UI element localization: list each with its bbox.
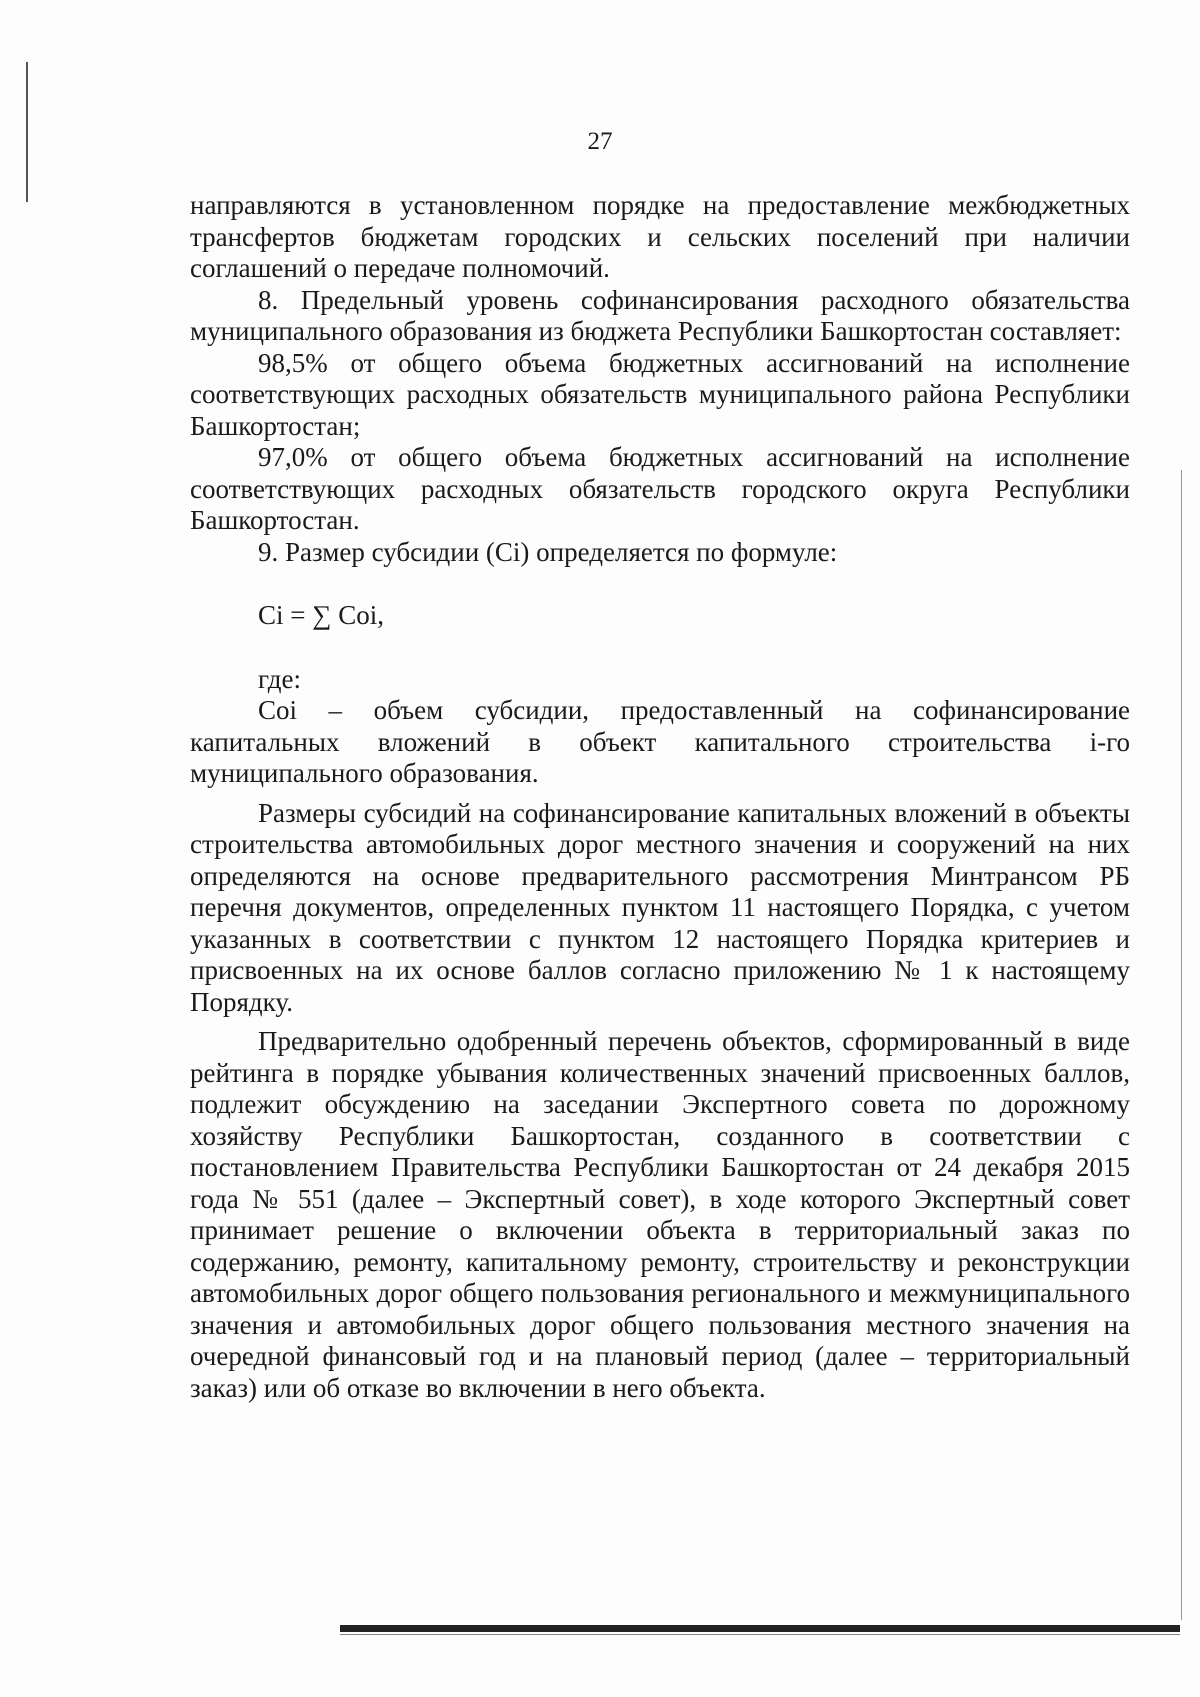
formula-variable-symbol: Соi xyxy=(258,695,298,725)
formula-variable-definition xyxy=(190,695,1130,790)
paragraph-approved-list: Предварительно одобренный перечень объектов, сформированный в виде рейтинга в порядке убывания количественных значений присвоенных баллов, подлежит обсуждению на заседании Экспертного совета по дорожному хозяйству Республики Башкортостан, созданного в соответствии с постановлением Правительства Республики Башкортостан от 24 декабря 2015 года № 551 (далее – Экспертный совет), в ходе которого Экспертный совет принимает решение о включении объекта в территориальный заказ по содержанию, ремонту, капитальному ремонту, строительству и реконструкции автомобильных дорог общего пользования регионального и межмуниципального значения и автомобильных дорог общего пользования местного значения на очередной финансовый год и на плановый период (далее – территориальный заказ) или об отказе во включении в него объекта. xyxy=(190,1026,1130,1403)
subsidy-formula: Сi = ∑ Соi, xyxy=(258,600,384,630)
formula-where-label: где: xyxy=(258,663,301,694)
paragraph-rate-city: 97,0% от общего объема бюджетных ассигнований на исполнение соответствующих расходных обязательств городского округа Республики Башкортостан. xyxy=(190,442,1130,535)
formula-variable-text: – объем субсидии, предоставленный на софинансирование капитальных вложений в объект капитального строительства i-го муниципального образования. xyxy=(190,695,1130,788)
scan-edge-bar-bottom xyxy=(340,1625,1180,1632)
paragraph-item-8: 8. Предельный уровень софинансирования расходного обязательства муниципального образования из бюджета Республики Башкортостан составляет: xyxy=(190,284,1130,346)
page-number: 27 xyxy=(587,128,613,155)
paragraph-continuation: направляются в установленном порядке на предоставление межбюджетных трансфертов бюджетам городских и сельских поселений при наличии соглашений о передаче полномочий. xyxy=(190,190,1130,283)
document-body xyxy=(190,190,1130,1404)
paragraph-subsidy-sizes: Размеры субсидий на софинансирование капитальных вложений в объекты строительства автомобильных дорог местного значения и сооружений на них определяются на основе предварительного рассмотрения Минтрансом РБ перечня документов, определенных пунктом 11 настоящего Порядка, с учетом указанных в соответствии с пунктом 12 настоящего Порядка критериев и присвоенных на их основе баллов согласно приложению № 1 к настоящему Порядку. xyxy=(190,797,1130,1017)
paragraph-item-9: 9. Размер субсидии (Сi) определяется по формуле: xyxy=(258,536,838,567)
scan-edge-line-bottom xyxy=(340,1634,1180,1635)
paragraph-rate-district: 98,5% от общего объема бюджетных ассигнований на исполнение соответствующих расходных обязательств муниципального района Республики Башкортостан; xyxy=(190,347,1130,441)
scan-edge-line-right xyxy=(1181,470,1182,1620)
